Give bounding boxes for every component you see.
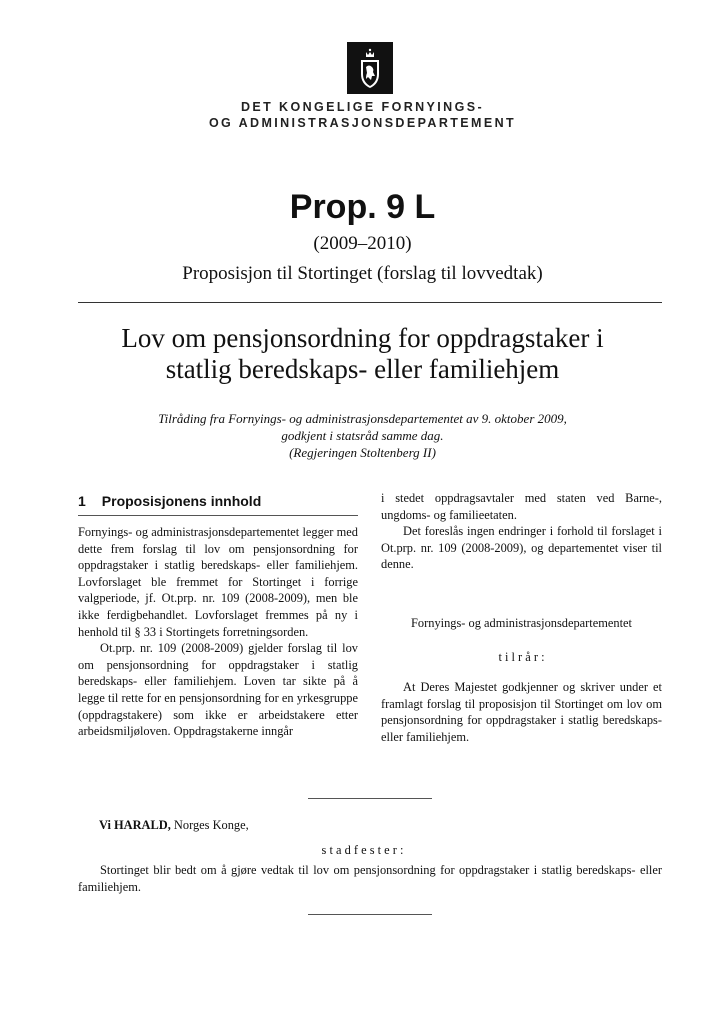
section-number: 1 <box>78 493 86 509</box>
right-paragraph-2: Det foreslås ingen endringer i forhold til forslaget i Ot.prp. nr. 109 (2008-2009), og departementet viser til denne. <box>381 524 662 572</box>
lion-shield-icon <box>347 42 393 94</box>
king-title: Norges Konge, <box>170 818 249 832</box>
footer-divider-1 <box>308 798 432 799</box>
title-divider <box>78 302 662 303</box>
left-column <box>78 524 358 740</box>
department-name-line2: OG ADMINISTRASJONSDEPARTEMENT <box>208 116 517 130</box>
proposition-number: Prop. 9 L <box>289 188 436 226</box>
recommendation-line1: Tilråding fra Fornyings- og administrasjonsdepartementet av 9. oktober 2009, <box>158 411 567 426</box>
law-title-line2: statlig beredskaps- eller familiehjem <box>165 354 560 384</box>
right-paragraph-3-wrap <box>381 679 662 745</box>
right-paragraph-3: At Deres Majestet godkjenner og skriver under et framlagt forslag til proposisjon til Stortinget om lov om pensjonsordning for oppdragstaker i statlig beredskaps- eller familiehjem. <box>381 680 662 744</box>
section-heading <box>78 493 261 509</box>
department-name-line1: DET KONGELIGE FORNYINGS- <box>240 100 485 114</box>
tilrar: t i l r å r : <box>498 650 545 664</box>
final-paragraph: Stortinget blir bedt om å gjøre vedtak til lov om pensjonsordning for oppdragstaker i statlig beredskaps- eller familiehjem. <box>78 863 662 894</box>
section-title: Proposisjonens innhold <box>101 493 262 509</box>
section-paragraph-1: Fornyings- og administrasjonsdepartementet legger med dette frem forslag til lov om pensjonsordning for oppdragstaker i statlig beredskaps- eller familiehjem. Lovforslaget ble fremmet for Stortinget i forrige valgperiode, jf. Ot.prp. nr. 109 (2008-2009), men ble ikke ferdigbehandlet. Lovforslaget fremmes på ny i henhold til § 33 i Stortingets forretningsorden. <box>78 525 358 639</box>
section-heading-rule <box>78 515 358 516</box>
coat-of-arms-logo <box>347 42 393 94</box>
right-column <box>381 490 662 573</box>
recommendation-line3: (Regjeringen Stoltenberg II) <box>289 445 436 460</box>
proposition-subtitle: Proposisjon til Stortinget (forslag til lovvedtak) <box>182 263 543 284</box>
section-paragraph-2: Ot.prp. nr. 109 (2008-2009) gjelder forslag til lov om pensjonsordning for oppdragstaker i statlig beredskaps- eller familiehjem. Loven tar sikte på å legge til rette for en pensjonsordning for en yrkesgruppe (oppdragstakere) som ikke er arbeidstakere etter arbeidsmiljøloven. Oppdragstakerne inngår <box>78 641 358 739</box>
recommendation-line2: godkjent i statsråd samme dag. <box>281 428 444 443</box>
king-line <box>99 818 249 833</box>
department-signoff: Fornyings- og administrasjonsdepartementet <box>411 616 632 630</box>
final-paragraph-wrap <box>78 862 662 895</box>
stadfester: s t a d f e s t e r : <box>321 843 404 857</box>
session: (2009–2010) <box>313 233 412 254</box>
king-name: Vi HARALD, <box>99 818 171 832</box>
footer-divider-2 <box>308 914 432 915</box>
right-paragraph-1: i stedet oppdragsavtaler med staten ved Barne-, ungdoms- og familieetaten. <box>381 491 662 522</box>
law-title-line1: Lov om pensjonsordning for oppdragstaker i <box>121 323 604 353</box>
